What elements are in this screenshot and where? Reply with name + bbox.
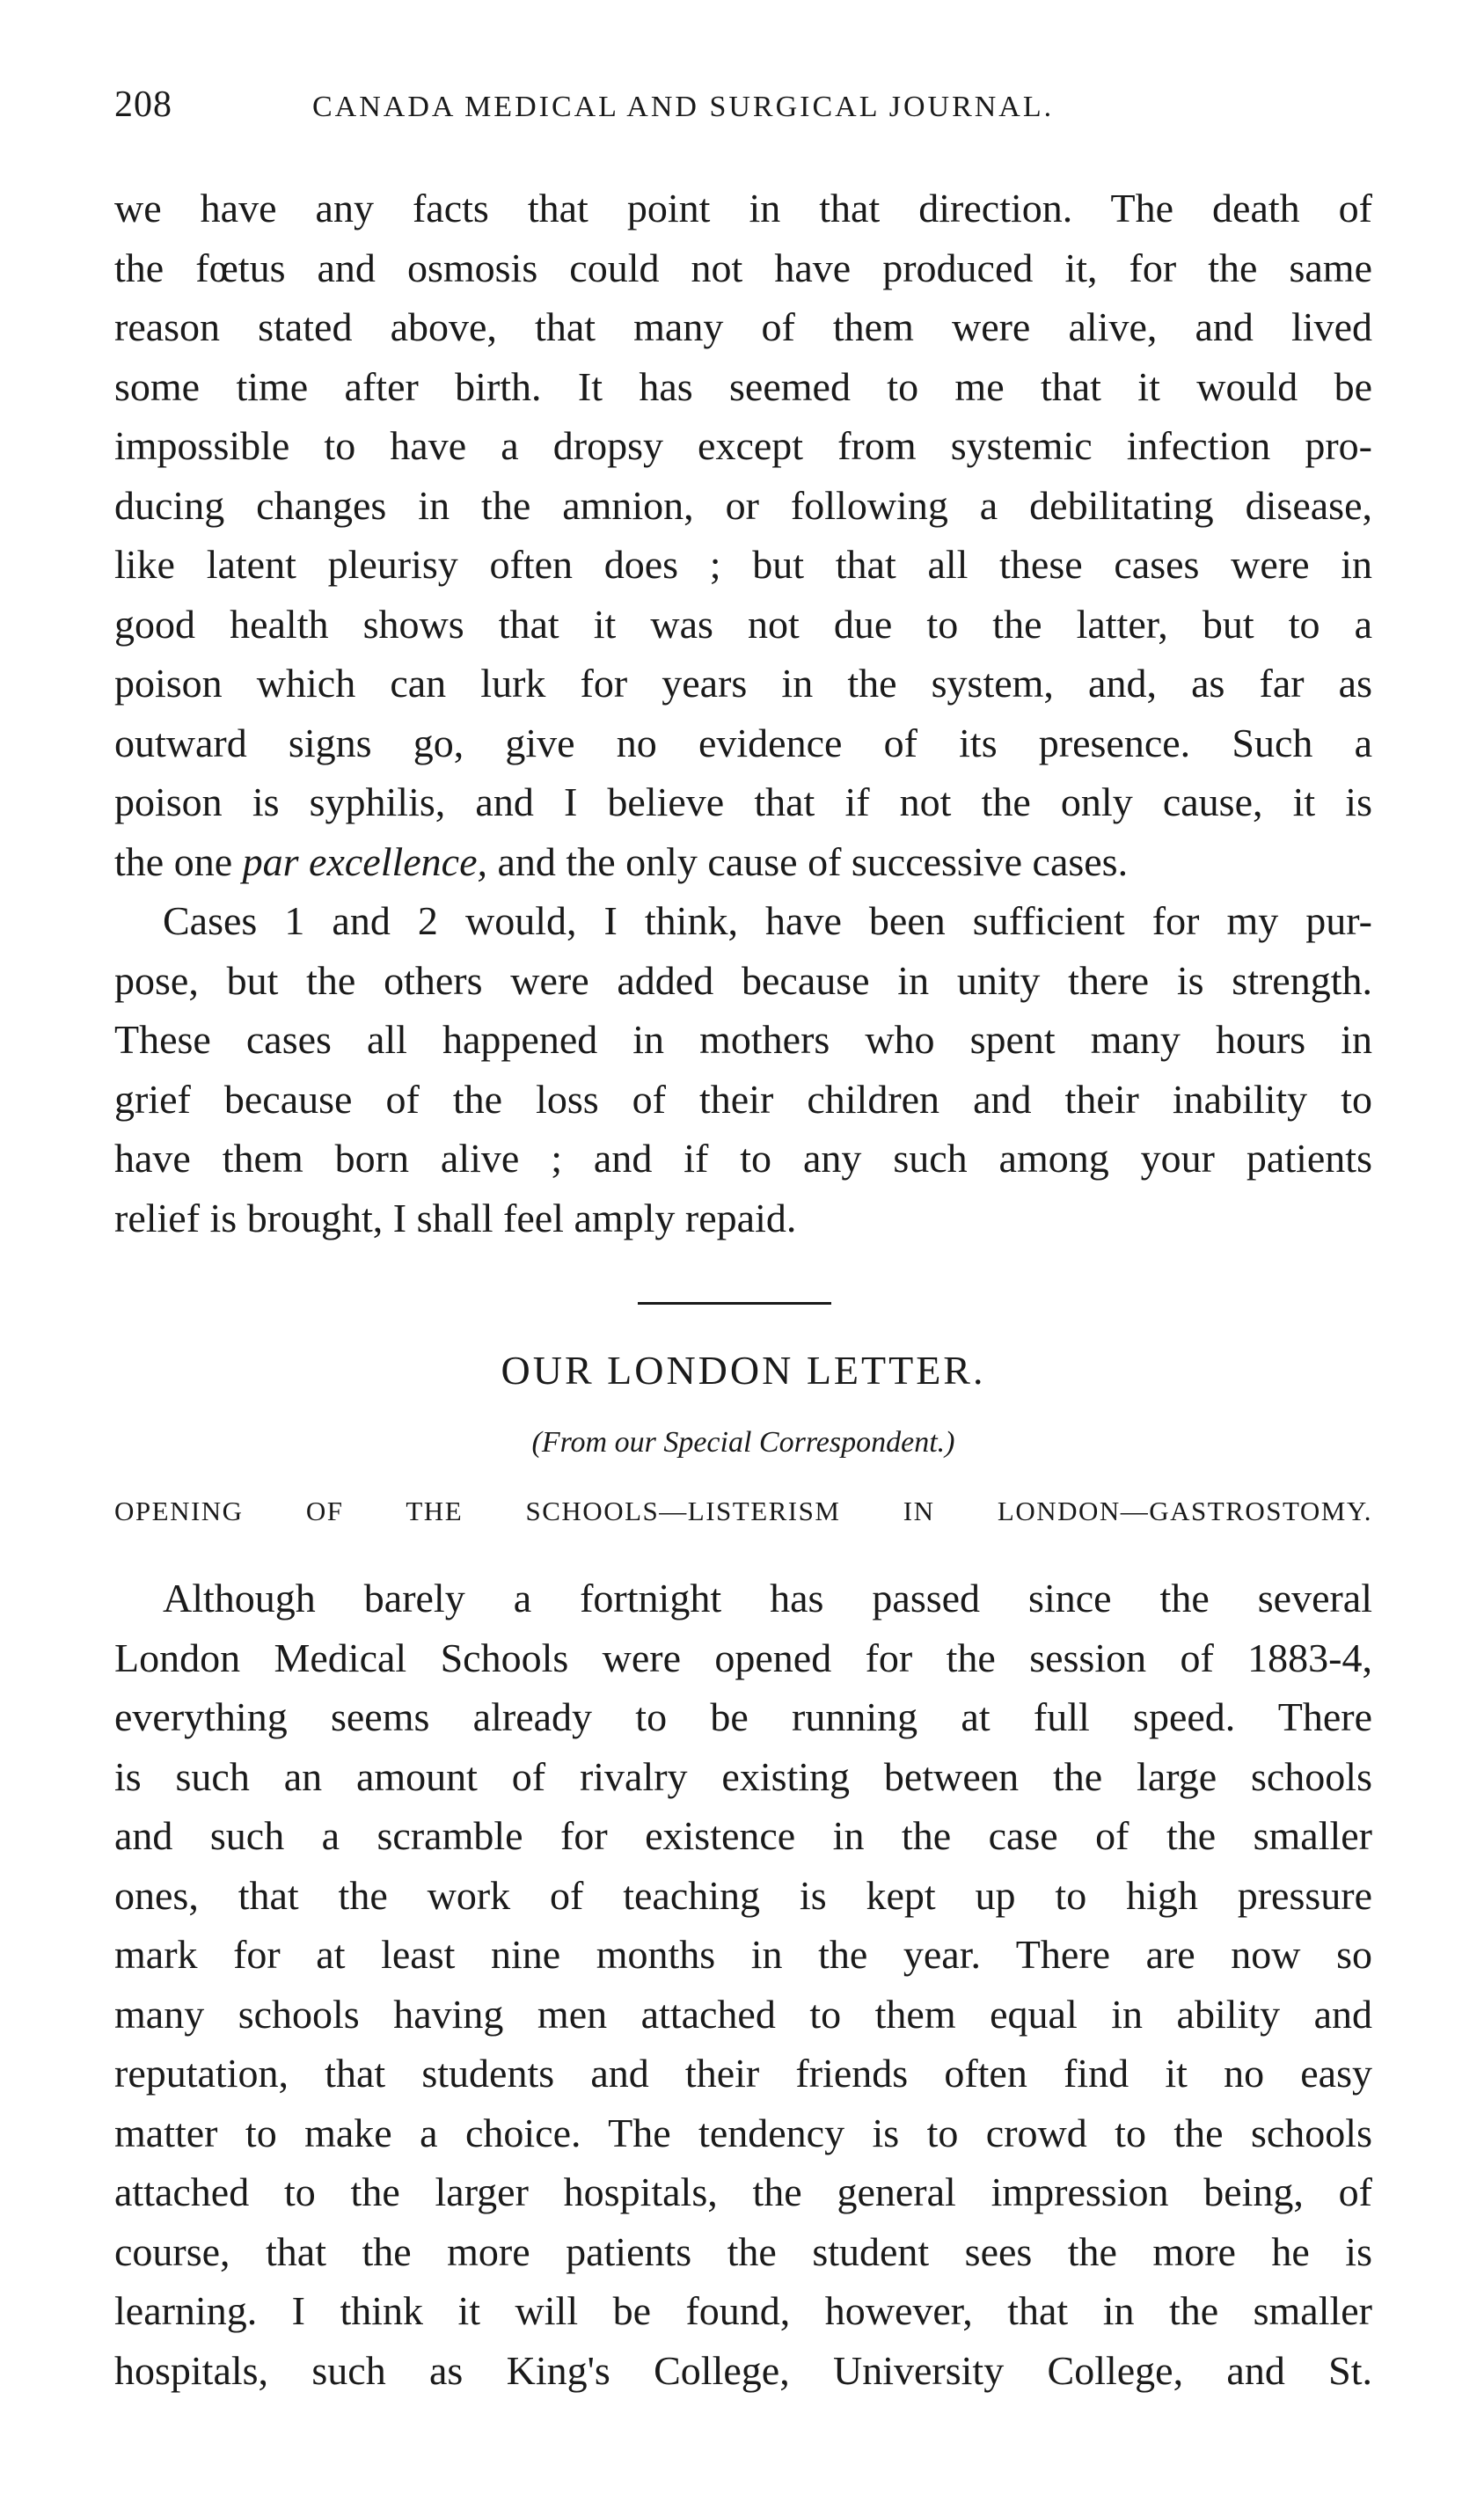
paragraph-continued <box>114 179 1372 891</box>
text-line: good health shows that it was not due to the latter, but to a <box>114 601 1372 647</box>
journal-title: CANADA MEDICAL AND SURGICAL JOURNAL. <box>312 91 1055 123</box>
text-line: everything seems already to be running at full speed. There <box>114 1694 1372 1739</box>
text-line: reputation, that students and their friends often find it no easy <box>114 2051 1372 2096</box>
text-line-last <box>114 832 1372 892</box>
italic-phrase: par excellence, <box>242 838 488 884</box>
text-line: reason stated above, that many of them were alive, and lived <box>114 304 1372 349</box>
text-line: is such an amount of rivalry existing between the large schools <box>114 1753 1372 1799</box>
text-line: have them born alive ; and if to any such among your patients <box>114 1136 1372 1181</box>
text-line: hospitals, such as King's College, University College, and St. <box>114 2347 1372 2393</box>
section-byline: (From our Special Correspondent.) <box>531 1426 955 1459</box>
text-line: London Medical Schools were opened for the session of 1883-4, <box>114 1635 1372 1680</box>
text-segment: the one <box>114 838 243 884</box>
section-divider <box>638 1302 831 1305</box>
text-line: Although barely a fortnight has passed since the several <box>163 1576 1372 1620</box>
text-line: These cases all happened in mothers who spent many hours in <box>114 1017 1372 1062</box>
text-line: we have any facts that point in that direction. The death of <box>114 186 1372 230</box>
text-line: many schools having men attached to them equal in ability and <box>114 1991 1372 2037</box>
text-line: ones, that the work of teaching is kept up to high pressure <box>114 1872 1372 1918</box>
section-subheads: OPENING OF THE SCHOOLS—LISTERISM IN LONDON—GASTROSTOMY. <box>114 1496 1372 1526</box>
paragraph-cases <box>114 891 1372 1247</box>
text-line: course, that the more patients the student sees the more he is <box>114 2228 1372 2274</box>
section-title: OUR LONDON LETTER. <box>501 1348 986 1393</box>
text-line: mark for at least nine months in the year. There are now so <box>114 1932 1372 1977</box>
text-line: some time after birth. It has seemed to me that it would be <box>114 363 1372 409</box>
text-line: matter to make a choice. The tendency is to crowd to the schools <box>114 2110 1372 2155</box>
running-head <box>114 84 1372 145</box>
text-line: Cases 1 and 2 would, I think, have been sufficient for my pur- <box>163 898 1372 943</box>
paragraph-london-letter <box>114 1569 1372 2400</box>
text-line: like latent pleurisy often does ; but that all these cases were in <box>114 542 1372 587</box>
text-line: pose, but the others were added because in unity there is strength. <box>114 957 1372 1003</box>
text-line: learning. I think it will be found, however, that in the smaller <box>114 2288 1372 2333</box>
text-line: poison which can lurk for years in the system, and, as far as <box>114 661 1372 706</box>
journal-page <box>114 84 1372 2400</box>
text-line: the fœtus and osmosis could not have produced it, for the same <box>114 245 1372 290</box>
text-line: attached to the larger hospitals, the general impression being, of <box>114 2169 1372 2214</box>
page-number: 208 <box>114 84 172 125</box>
text-line: grief because of the loss of their children and their inability to <box>114 1076 1372 1122</box>
text-line: impossible to have a dropsy except from systemic infection pro- <box>114 423 1372 468</box>
text-line: poison is syphilis, and I believe that if not the only cause, it is <box>114 779 1372 824</box>
text-line: relief is brought, I shall feel amply repaid. <box>114 1195 797 1240</box>
text-line: outward signs go, give no evidence of its presence. Such a <box>114 720 1372 765</box>
text-segment: and the only cause of successive cases. <box>487 838 1129 884</box>
text-line: ducing changes in the amnion, or following a debilitating disease, <box>114 482 1372 528</box>
text-line: and such a scramble for existence in the case of the smaller <box>114 1813 1372 1858</box>
